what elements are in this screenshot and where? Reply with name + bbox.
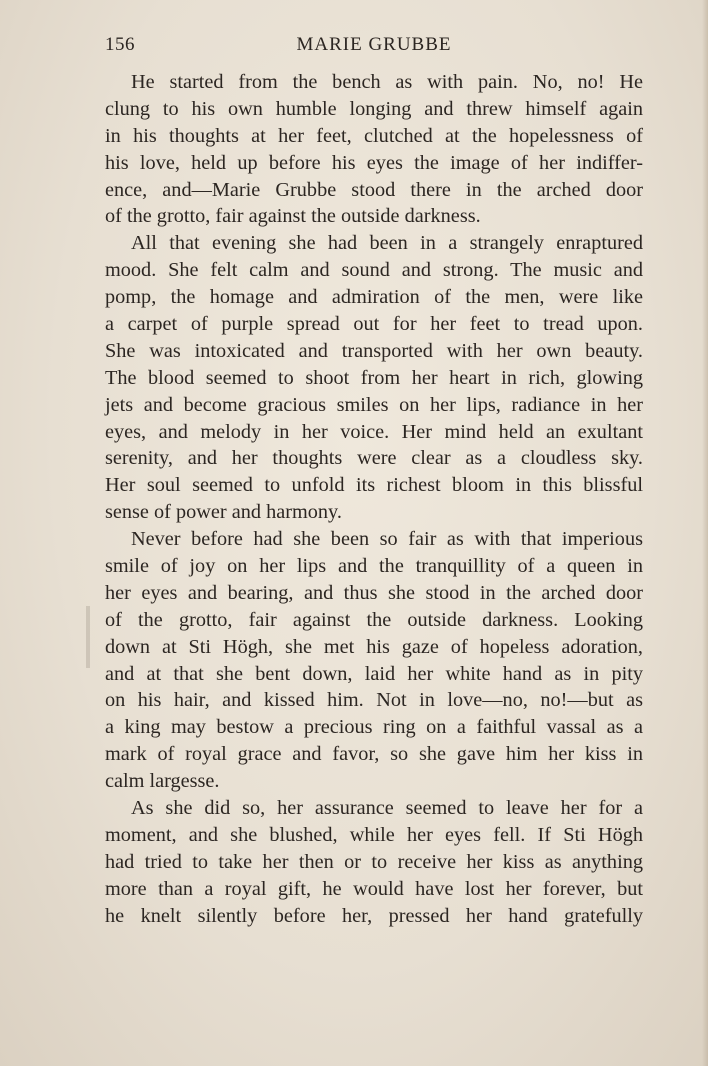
text-line: her eyes and bearing, and thus she stood in the arched door — [105, 581, 643, 604]
running-head-title: MARIE GRUBBE — [296, 34, 452, 55]
text-line: The blood seemed to shoot from her heart in rich, glowing — [105, 366, 643, 389]
text-line: of the grotto, fair against the outside darkness. — [105, 205, 481, 228]
text-line: moment, and she blushed, while her eyes fell. If Sti Högh — [105, 823, 643, 846]
running-head — [105, 34, 643, 60]
text-line: calm largesse. — [105, 770, 220, 793]
text-line: of the grotto, fair against the outside darkness. Looking — [105, 608, 643, 631]
page-edge-shadow — [702, 0, 708, 1066]
text-line: his love, held up before his eyes the image of her indiffer- — [105, 151, 643, 174]
text-line: She was intoxicated and transported with her own beauty. — [105, 339, 643, 362]
text-line: mark of royal grace and favor, so she gave him her kiss in — [105, 743, 643, 766]
text-line: All that evening she had been in a strangely enraptured — [131, 232, 643, 255]
page-number: 156 — [105, 34, 135, 55]
text-line: had tried to take her then or to receive her kiss as anything — [105, 850, 643, 873]
text-line: sense of power and harmony. — [105, 501, 342, 524]
text-line: a king may bestow a precious ring on a faithful vassal as a — [105, 716, 643, 739]
text-line: ence, and—Marie Grubbe stood there in the arched door — [105, 178, 643, 201]
text-line: jets and become gracious smiles on her lips, radiance in her — [105, 393, 643, 416]
text-line: and at that she bent down, laid her white hand as in pity — [105, 662, 643, 685]
text-line: pomp, the homage and admiration of the men, were like — [105, 286, 643, 309]
margin-smudge — [86, 606, 90, 668]
text-line: a carpet of purple spread out for her feet to tread upon. — [105, 313, 643, 336]
text-line: mood. She felt calm and sound and strong. The music and — [105, 259, 643, 282]
text-line: serenity, and her thoughts were clear as a cloudless sky. — [105, 447, 643, 470]
body-text — [105, 69, 643, 930]
text-line: As she did so, her assurance seemed to leave her for a — [131, 797, 643, 820]
text-line: down at Sti Högh, she met his gaze of hopeless adoration, — [105, 635, 643, 658]
text-line: more than a royal gift, he would have lost her forever, but — [105, 877, 643, 900]
text-line: he knelt silently before her, pressed her hand gratefully — [105, 904, 643, 927]
text-line: clung to his own humble longing and threw himself again — [105, 97, 643, 120]
text-line: Her soul seemed to unfold its richest bloom in this blissful — [105, 474, 643, 497]
text-line: in his thoughts at her feet, clutched at the hopelessness of — [105, 124, 643, 147]
text-line: eyes, and melody in her voice. Her mind held an exultant — [105, 420, 643, 443]
text-line: smile of joy on her lips and the tranquillity of a queen in — [105, 555, 643, 578]
text-line: on his hair, and kissed him. Not in love—no, no!—but as — [105, 689, 643, 712]
text-line: He started from the bench as with pain. No, no! He — [131, 71, 643, 93]
text-line: Never before had she been so fair as with that imperious — [131, 528, 643, 551]
